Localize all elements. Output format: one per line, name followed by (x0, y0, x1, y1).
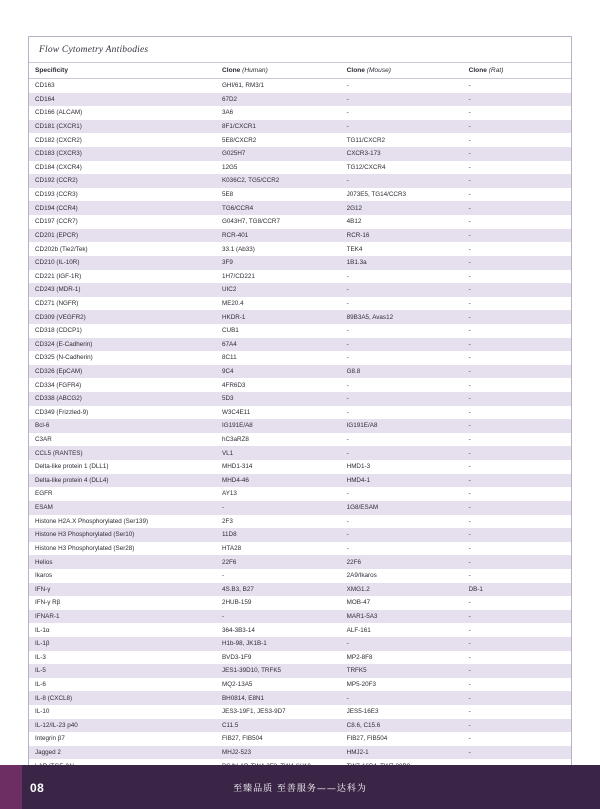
cell-clone-rat: - (463, 651, 571, 665)
cell-clone-mouse: TRFK5 (341, 664, 463, 678)
cell-clone-rat: - (463, 474, 571, 488)
table-row (29, 501, 571, 515)
cell-clone-mouse: HMD1-3 (341, 460, 463, 474)
cell-clone-human: MQ2-13A5 (216, 678, 341, 692)
cell-clone-human: G025H7 (216, 147, 341, 161)
cell-clone-human: 22F6 (216, 555, 341, 569)
cell-clone-mouse: - (341, 93, 463, 107)
cell-clone-rat: - (463, 705, 571, 719)
cell-clone-mouse: - (341, 433, 463, 447)
cell-specificity: IL-10 (29, 705, 216, 719)
cell-clone-human: HTA28 (216, 542, 341, 556)
cell-clone-mouse: TG12/CXCR4 (341, 161, 463, 175)
cell-clone-human: VL1 (216, 446, 341, 460)
table-body (29, 79, 571, 787)
cell-clone-mouse: 4B12 (341, 215, 463, 229)
cell-clone-rat: - (463, 678, 571, 692)
cell-clone-rat: - (463, 378, 571, 392)
cell-clone-mouse: C8.6, C15.6 (341, 719, 463, 733)
cell-clone-mouse: - (341, 406, 463, 420)
cell-clone-mouse: - (341, 392, 463, 406)
cell-clone-human: G043H7, TG8/CCR7 (216, 215, 341, 229)
cell-specificity: CD184 (CXCR4) (29, 161, 216, 175)
cell-clone-rat: - (463, 338, 571, 352)
table-row (29, 147, 571, 161)
cell-clone-human: 1H7/CD221 (216, 270, 341, 284)
cell-specificity: C3AR (29, 433, 216, 447)
cell-clone-rat: - (463, 242, 571, 256)
cell-clone-mouse: - (341, 542, 463, 556)
cell-specificity: IL-8 (CXCL8) (29, 691, 216, 705)
cell-clone-mouse: - (341, 446, 463, 460)
cell-clone-rat: - (463, 406, 571, 420)
table-row (29, 664, 571, 678)
cell-specificity: Helios (29, 555, 216, 569)
table-row (29, 310, 571, 324)
cell-specificity: CD210 (IL-10R) (29, 256, 216, 270)
cell-clone-human: 2F3 (216, 515, 341, 529)
cell-clone-mouse: G8.8 (341, 365, 463, 379)
cell-specificity: Integrin β7 (29, 732, 216, 746)
cell-clone-mouse: 1G8/ESAM (341, 501, 463, 515)
cell-clone-rat: - (463, 147, 571, 161)
cell-specificity: CD271 (NGFR) (29, 297, 216, 311)
cell-clone-rat: - (463, 79, 571, 93)
cell-clone-mouse: - (341, 270, 463, 284)
cell-clone-rat: - (463, 542, 571, 556)
table-row (29, 79, 571, 93)
cell-specificity: CD349 (Frizzled-9) (29, 406, 216, 420)
cell-clone-rat: - (463, 201, 571, 215)
cell-specificity: CD166 (ALCAM) (29, 106, 216, 120)
cell-specificity: CD183 (CXCR3) (29, 147, 216, 161)
header-text-clone-human: Clone (221, 67, 243, 74)
cell-clone-rat: - (463, 460, 571, 474)
cell-clone-rat: - (463, 310, 571, 324)
cell-clone-human: RCR-401 (216, 229, 341, 243)
cell-clone-mouse: - (341, 283, 463, 297)
cell-clone-mouse: MP5-20F3 (341, 678, 463, 692)
cell-clone-human: JES1-39D10, TRFK5 (216, 664, 341, 678)
cell-clone-human: W3C4E11 (216, 406, 341, 420)
cell-clone-human: BVD3-1F9 (216, 651, 341, 665)
cell-clone-human: 8F1/CXCR1 (216, 120, 341, 134)
cell-clone-mouse: - (341, 79, 463, 93)
cell-clone-human: GHI/61, RM3/1 (216, 79, 341, 93)
table-row (29, 120, 571, 134)
cell-clone-human: hC3aRZ8 (216, 433, 341, 447)
table-header-row (29, 63, 571, 79)
cell-clone-human: FIB27, FIB504 (216, 732, 341, 746)
cell-specificity: CD338 (ABCG2) (29, 392, 216, 406)
cell-specificity: IFN-γ (29, 583, 216, 597)
table-row (29, 637, 571, 651)
table-row (29, 406, 571, 420)
cell-clone-mouse: 1B1.3a (341, 256, 463, 270)
table-row (29, 433, 571, 447)
table-row (29, 106, 571, 120)
cell-clone-rat: - (463, 569, 571, 583)
cell-clone-human: - (216, 610, 341, 624)
table-row (29, 487, 571, 501)
header-ital-clone-rat: (Rat) (488, 67, 504, 74)
cell-clone-human: 364-3B3-14 (216, 623, 341, 637)
cell-specificity: IL-6 (29, 678, 216, 692)
cell-clone-mouse: - (341, 351, 463, 365)
cell-clone-rat: - (463, 555, 571, 569)
cell-clone-mouse: 2G12 (341, 201, 463, 215)
table-row (29, 215, 571, 229)
table-row (29, 569, 571, 583)
cell-clone-rat: - (463, 610, 571, 624)
cell-specificity: IFN-γ Rβ (29, 596, 216, 610)
cell-clone-rat: - (463, 161, 571, 175)
table-row (29, 133, 571, 147)
table-row (29, 623, 571, 637)
antibody-table-panel (28, 36, 572, 788)
cell-clone-human: 67A4 (216, 338, 341, 352)
table-row (29, 270, 571, 284)
cell-specificity: CD197 (CCR7) (29, 215, 216, 229)
cell-clone-rat: - (463, 215, 571, 229)
table-row (29, 651, 571, 665)
header-text-clone-mouse: Clone (346, 67, 367, 74)
cell-clone-mouse: MOB-47 (341, 596, 463, 610)
table-row (29, 229, 571, 243)
cell-clone-mouse: - (341, 378, 463, 392)
cell-specificity: CD181 (CXCR1) (29, 120, 216, 134)
cell-specificity: CD163 (29, 79, 216, 93)
cell-specificity: Jagged 2 (29, 746, 216, 760)
cell-clone-mouse: ALF-161 (341, 623, 463, 637)
table-row (29, 460, 571, 474)
cell-clone-mouse: RCR-16 (341, 229, 463, 243)
cell-clone-rat: - (463, 174, 571, 188)
table-row (29, 515, 571, 529)
cell-specificity: Ikaros (29, 569, 216, 583)
table-row (29, 446, 571, 460)
table-row (29, 378, 571, 392)
cell-clone-mouse: 89B3A5, Avas12 (341, 310, 463, 324)
table-row (29, 419, 571, 433)
cell-clone-rat: - (463, 392, 571, 406)
cell-clone-human: HKDR-1 (216, 310, 341, 324)
cell-clone-rat: - (463, 229, 571, 243)
cell-specificity: CD221 (IGF-1R) (29, 270, 216, 284)
table-row (29, 242, 571, 256)
cell-clone-rat: - (463, 188, 571, 202)
header-text-clone-rat: Clone (468, 67, 489, 74)
cell-clone-rat: - (463, 433, 571, 447)
cell-clone-human: 3F9 (216, 256, 341, 270)
cell-clone-human: 12G5 (216, 161, 341, 175)
cell-clone-rat: - (463, 93, 571, 107)
table-row (29, 610, 571, 624)
cell-clone-rat: - (463, 351, 571, 365)
cell-clone-human: 9C4 (216, 365, 341, 379)
cell-specificity: CD192 (CCR2) (29, 174, 216, 188)
cell-clone-rat: - (463, 419, 571, 433)
cell-specificity: CD193 (CCR3) (29, 188, 216, 202)
cell-clone-mouse: - (341, 174, 463, 188)
cell-clone-mouse: IG191E/A8 (341, 419, 463, 433)
cell-clone-mouse: JES5-16E3 (341, 705, 463, 719)
table-row (29, 392, 571, 406)
cell-clone-mouse: 2A9/Ikaros (341, 569, 463, 583)
cell-specificity: CD164 (29, 93, 216, 107)
table-row (29, 719, 571, 733)
table-row (29, 161, 571, 175)
cell-clone-human: 67D2 (216, 93, 341, 107)
cell-clone-human: 2HUB-159 (216, 596, 341, 610)
cell-clone-rat: - (463, 596, 571, 610)
cell-clone-human: JES3-19F1, JES3-9D7 (216, 705, 341, 719)
cell-specificity: CD201 (EPCR) (29, 229, 216, 243)
cell-clone-human: 5D3 (216, 392, 341, 406)
cell-clone-rat: - (463, 719, 571, 733)
cell-specificity: Histone H3 Phosphorylated (Ser10) (29, 528, 216, 542)
cell-specificity: CD324 (E-Cadherin) (29, 338, 216, 352)
column-header-clone-rat (463, 63, 571, 79)
header-ital-clone-mouse: (Mouse) (366, 67, 391, 74)
table-row (29, 188, 571, 202)
cell-specificity: IL-12/IL-23 p40 (29, 719, 216, 733)
cell-clone-human: AY13 (216, 487, 341, 501)
table-row (29, 174, 571, 188)
page-number: 08 (30, 781, 45, 795)
table-row (29, 324, 571, 338)
cell-clone-mouse: - (341, 515, 463, 529)
cell-clone-mouse: HMD4-1 (341, 474, 463, 488)
cell-clone-human: 5E8 (216, 188, 341, 202)
cell-specificity: CD202b (Tie2/Tek) (29, 242, 216, 256)
cell-clone-human: MHD1-314 (216, 460, 341, 474)
cell-clone-mouse: - (341, 106, 463, 120)
cell-clone-human: 5E8/CXCR2 (216, 133, 341, 147)
cell-clone-mouse: - (341, 120, 463, 134)
table-row (29, 365, 571, 379)
cell-clone-mouse: HMJ2-1 (341, 746, 463, 760)
cell-clone-rat: - (463, 623, 571, 637)
table-header (29, 63, 571, 79)
cell-specificity: Histone H3 Phosphorylated (Ser28) (29, 542, 216, 556)
cell-specificity: Bcl-6 (29, 419, 216, 433)
cell-clone-human: BH0814, E8N1 (216, 691, 341, 705)
cell-specificity: CD194 (CCR4) (29, 201, 216, 215)
cell-clone-rat: - (463, 515, 571, 529)
cell-clone-rat: - (463, 133, 571, 147)
cell-clone-mouse: TG11/CXCR2 (341, 133, 463, 147)
cell-clone-rat: - (463, 297, 571, 311)
table-row (29, 555, 571, 569)
cell-specificity: IL-1β (29, 637, 216, 651)
cell-clone-mouse: - (341, 691, 463, 705)
table-row (29, 583, 571, 597)
cell-clone-mouse: J073E5, TG14/CCR3 (341, 188, 463, 202)
table-row (29, 691, 571, 705)
cell-clone-human: 4S.B3, B27 (216, 583, 341, 597)
cell-clone-rat: - (463, 746, 571, 760)
cell-specificity: IL-1α (29, 623, 216, 637)
column-header-clone-human (216, 63, 341, 79)
table-row (29, 678, 571, 692)
cell-clone-mouse: - (341, 528, 463, 542)
table-row (29, 93, 571, 107)
antibody-table (29, 62, 571, 787)
cell-clone-human: 3A6 (216, 106, 341, 120)
cell-clone-rat: - (463, 691, 571, 705)
cell-clone-rat: - (463, 106, 571, 120)
panel-title: Flow Cytometry Antibodies (29, 37, 571, 62)
cell-clone-human: 4FR6D3 (216, 378, 341, 392)
cell-specificity: CD326 (EpCAM) (29, 365, 216, 379)
cell-clone-human: - (216, 501, 341, 515)
table-row (29, 705, 571, 719)
cell-clone-mouse: - (341, 487, 463, 501)
cell-specificity: CD309 (VEGFR2) (29, 310, 216, 324)
table-row (29, 338, 571, 352)
cell-specificity: IL-3 (29, 651, 216, 665)
cell-specificity: CD334 (FGFR4) (29, 378, 216, 392)
table-row (29, 256, 571, 270)
cell-specificity: Delta-like protein 1 (DLL1) (29, 460, 216, 474)
cell-clone-rat: - (463, 487, 571, 501)
cell-clone-human: MHJ2-523 (216, 746, 341, 760)
table-row (29, 474, 571, 488)
table-row (29, 746, 571, 760)
cell-clone-human: TG6/CCR4 (216, 201, 341, 215)
cell-clone-human: 33.1 (Ab33) (216, 242, 341, 256)
cell-clone-human: - (216, 569, 341, 583)
cell-clone-mouse: FIB27, FIB504 (341, 732, 463, 746)
cell-clone-mouse: CXCR3-173 (341, 147, 463, 161)
table-row (29, 542, 571, 556)
cell-clone-mouse: TEK4 (341, 242, 463, 256)
table-row (29, 201, 571, 215)
cell-clone-human: CUB1 (216, 324, 341, 338)
cell-clone-rat: - (463, 256, 571, 270)
cell-clone-human: C11.5 (216, 719, 341, 733)
header-text-specificity: Specificity (35, 67, 68, 74)
cell-clone-rat: - (463, 528, 571, 542)
table-row (29, 283, 571, 297)
cell-clone-rat: - (463, 324, 571, 338)
cell-clone-human: UIC2 (216, 283, 341, 297)
column-header-clone-mouse (341, 63, 463, 79)
cell-clone-rat: - (463, 664, 571, 678)
cell-clone-rat: - (463, 501, 571, 515)
cell-clone-mouse: XMG1.2 (341, 583, 463, 597)
cell-specificity: Delta-like protein 4 (DLL4) (29, 474, 216, 488)
cell-clone-human: 11D8 (216, 528, 341, 542)
cell-clone-human: K036C2, TG5/CCR2 (216, 174, 341, 188)
cell-clone-mouse: 22F6 (341, 555, 463, 569)
cell-specificity: CCL5 (RANTES) (29, 446, 216, 460)
cell-clone-human: H1b-98, JK1B-1 (216, 637, 341, 651)
cell-clone-mouse: - (341, 324, 463, 338)
cell-specificity: CD325 (N-Cadherin) (29, 351, 216, 365)
cell-clone-mouse: MAR1-5A3 (341, 610, 463, 624)
cell-clone-mouse: - (341, 637, 463, 651)
table-panel-border (28, 36, 572, 788)
cell-specificity: CD182 (CXCR2) (29, 133, 216, 147)
footer-slogan: 至臻品质 至善服务——达科为 (233, 784, 367, 794)
cell-clone-rat: - (463, 120, 571, 134)
cell-clone-rat: - (463, 283, 571, 297)
cell-clone-rat: - (463, 365, 571, 379)
cell-specificity: IFNAR-1 (29, 610, 216, 624)
cell-clone-rat: - (463, 732, 571, 746)
table-row (29, 528, 571, 542)
cell-specificity: Histone H2A.X Phosphorylated (Ser139) (29, 515, 216, 529)
cell-clone-rat: - (463, 637, 571, 651)
cell-specificity: CD318 (CDCP1) (29, 324, 216, 338)
cell-specificity: ESAM (29, 501, 216, 515)
cell-clone-human: 8C11 (216, 351, 341, 365)
table-row (29, 732, 571, 746)
cell-clone-human: ME20.4 (216, 297, 341, 311)
table-row (29, 596, 571, 610)
cell-clone-rat: DB-1 (463, 583, 571, 597)
cell-clone-mouse: - (341, 338, 463, 352)
cell-clone-rat: - (463, 270, 571, 284)
table-row (29, 297, 571, 311)
header-ital-clone-human: (Human) (242, 67, 268, 74)
cell-clone-mouse: MP2-8F8 (341, 651, 463, 665)
cell-specificity: IL-5 (29, 664, 216, 678)
column-header-specificity (29, 63, 216, 79)
cell-specificity: CD243 (MDR-1) (29, 283, 216, 297)
cell-clone-human: IG191E/A8 (216, 419, 341, 433)
table-row (29, 351, 571, 365)
cell-clone-human: MHD4-46 (216, 474, 341, 488)
cell-clone-rat: - (463, 446, 571, 460)
cell-specificity: EGFR (29, 487, 216, 501)
cell-clone-mouse: - (341, 297, 463, 311)
